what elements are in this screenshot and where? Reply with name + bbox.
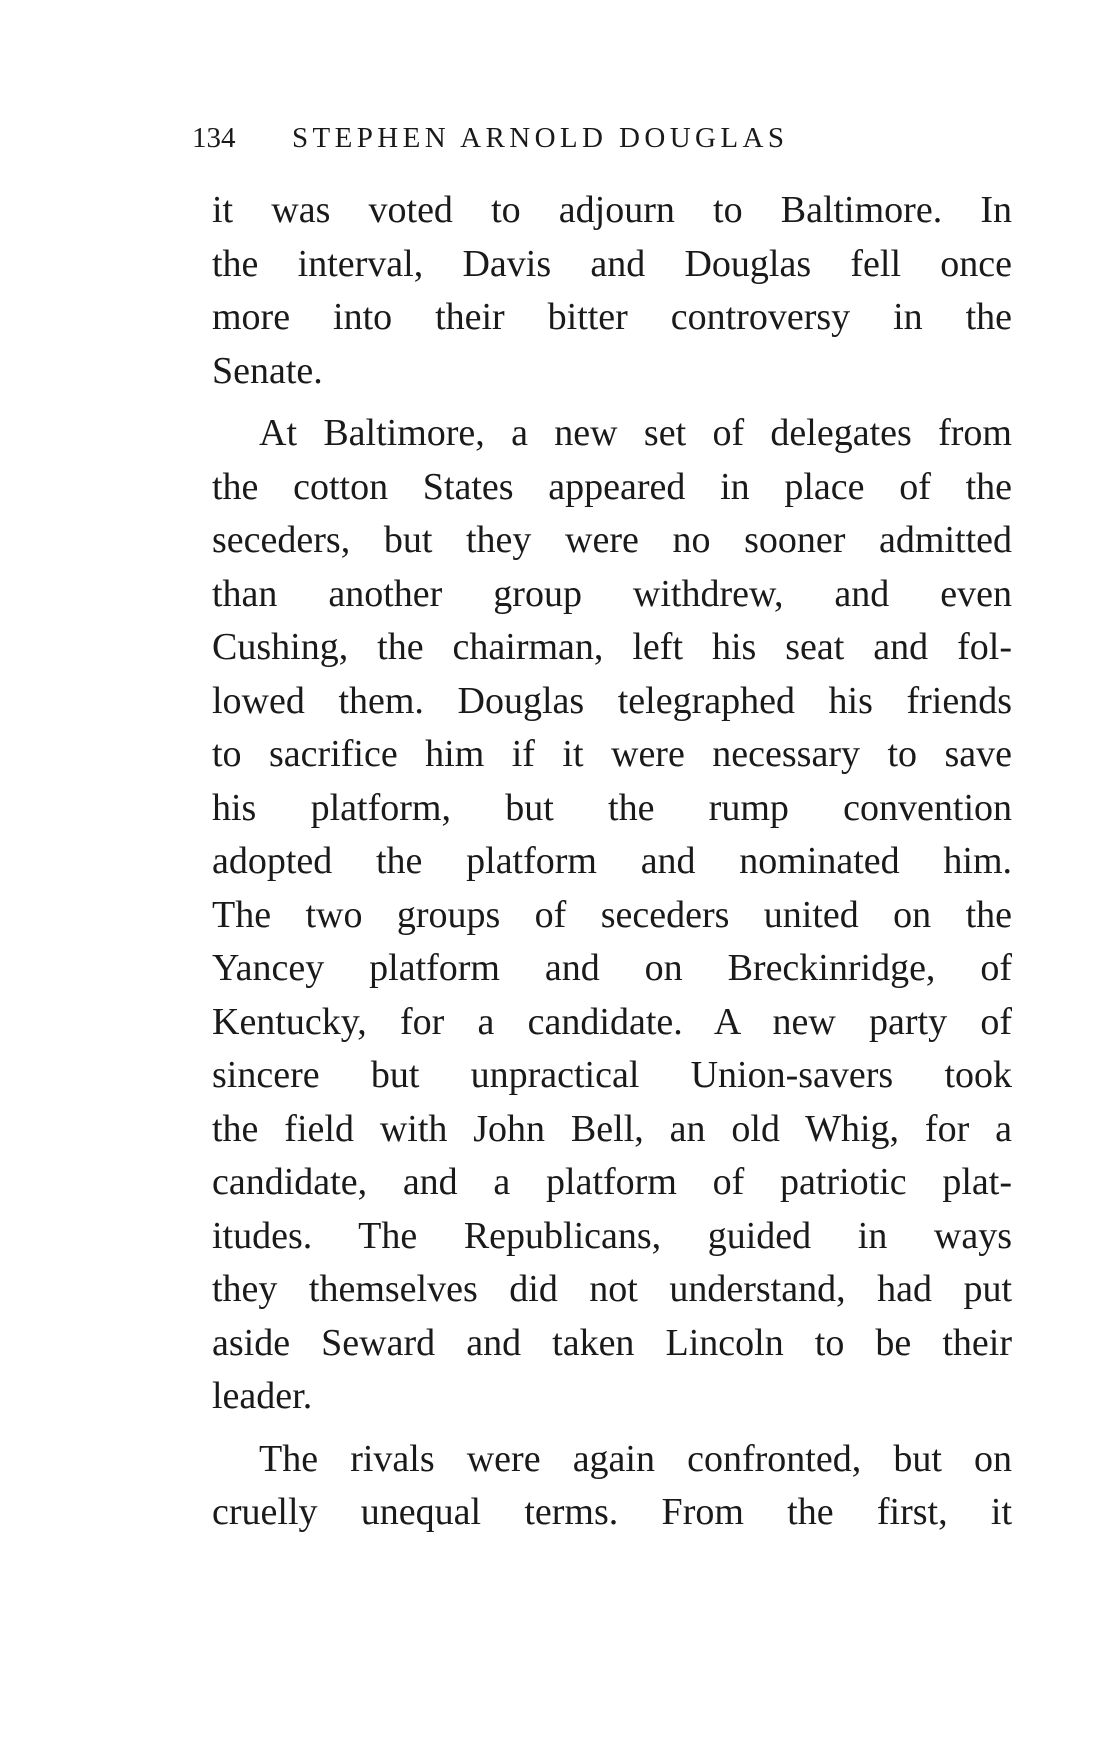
text-line: adopted the platform and nominated him. [212, 840, 1012, 882]
text-line: cruelly unequal terms. From the first, it [212, 1491, 1012, 1533]
text-line: Senate. [212, 349, 323, 392]
text-line: candidate, and a platform of patriotic plat- [212, 1161, 1012, 1203]
text-line: The rivals were again confronted, but on [259, 1437, 1012, 1480]
text-line: to sacrifice him if it were necessary to save [212, 733, 1012, 775]
text-line: At Baltimore, a new set of delegates from [259, 412, 1012, 454]
text-line: it was voted to adjourn to Baltimore. In [212, 189, 1012, 231]
text-line: sincere but unpractical Union-savers took [212, 1054, 1012, 1096]
paragraph-gap [212, 398, 1012, 407]
running-header [192, 118, 932, 158]
text-line: the interval, Davis and Douglas fell once [212, 242, 1012, 285]
text-line: Yancey platform and on Breckinridge, of [212, 947, 1012, 989]
text-line: than another group withdrew, and even [212, 572, 1012, 615]
page-number: 134 [192, 122, 236, 154]
body-text [212, 184, 1012, 1540]
text-line: the field with John Bell, an old Whig, for a [212, 1107, 1012, 1150]
text-line: The two groups of seceders united on the [212, 893, 1012, 936]
text-line: leader. [212, 1375, 313, 1417]
text-line: the cotton States appeared in place of the [212, 465, 1012, 508]
paragraph-gap [212, 1424, 1012, 1433]
text-line: his platform, but the rump convention [212, 786, 1012, 829]
text-line: aside Seward and taken Lincoln to be their [212, 1321, 1012, 1364]
text-line: seceders, but they were no sooner admitted [212, 519, 1012, 561]
text-line: Kentucky, for a candidate. A new party of [212, 1000, 1012, 1043]
text-line: Cushing, the chairman, left his seat and fol- [212, 626, 1012, 668]
text-line: more into their bitter controversy in the [212, 296, 1012, 338]
text-line: they themselves did not understand, had put [212, 1268, 1012, 1310]
running-title: STEPHEN ARNOLD DOUGLAS [292, 122, 789, 154]
text-line: lowed them. Douglas telegraphed his friends [212, 679, 1012, 722]
text-line: itudes. The Republicans, guided in ways [212, 1214, 1012, 1257]
